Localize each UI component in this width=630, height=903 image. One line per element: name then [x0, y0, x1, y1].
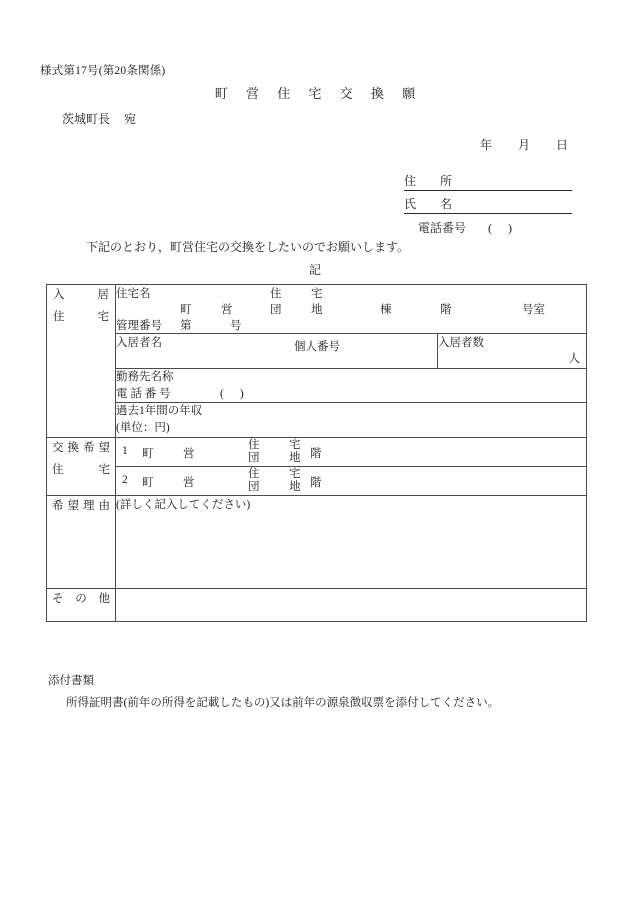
- table-row-housing: [47, 285, 587, 334]
- table-row-exchange-2: [47, 466, 587, 495]
- address-label: 住 所: [404, 174, 459, 188]
- row-label-residence-line1: 入 居: [53, 289, 109, 301]
- control-number-gou: 号: [230, 320, 242, 332]
- income-unit-label: (単位：円): [116, 422, 170, 435]
- addressee-suffix: 宛: [124, 112, 137, 126]
- row-label-reason: [47, 495, 116, 588]
- control-number-label: 管理番号: [116, 320, 162, 332]
- income-cell[interactable]: [116, 403, 587, 437]
- row-label-other: [47, 588, 116, 621]
- reason-hint: (詳しく記入してください): [116, 498, 251, 511]
- date-month-label: 月: [518, 138, 531, 152]
- income-label: 過去1年間の年収: [116, 405, 203, 418]
- table-row-occupant: [47, 334, 587, 369]
- telephone-field-row[interactable]: [404, 219, 572, 236]
- exchange-choice-1-cell[interactable]: [116, 437, 587, 466]
- occupant-name-label: 入居者名: [116, 337, 162, 349]
- table-row-workplace: [47, 369, 587, 403]
- table-row-income: [47, 403, 587, 437]
- building-label: 棟: [380, 304, 392, 316]
- name-label: 氏 名: [404, 197, 459, 211]
- exchange-choice-1-danchi: 団 地: [248, 451, 310, 464]
- exchange-choice-1-floor: 階: [310, 447, 322, 460]
- other-cell[interactable]: [116, 588, 587, 621]
- exchange-choice-1-housing-danchi: [248, 439, 310, 465]
- exchange-choice-2-housing-word: 住 宅: [248, 467, 310, 480]
- exchange-choice-2-floor: 階: [310, 476, 322, 489]
- table-row-other: [47, 588, 587, 621]
- housing-detail-line: [116, 301, 586, 317]
- workplace-tel-paren-open: (: [220, 387, 240, 400]
- exchange-choice-1-housing-word: 住 宅: [248, 438, 310, 451]
- ki-mark: 記: [308, 263, 321, 277]
- page-title: 町 営 住 宅 交 換 願: [214, 86, 423, 101]
- signature-block: [404, 172, 572, 236]
- name-field-row[interactable]: [404, 195, 572, 214]
- workplace-tel-paren-close: ): [239, 387, 260, 400]
- tel-paren-open: (: [488, 221, 509, 235]
- table-row-exchange-1: [47, 437, 587, 466]
- date-day-label: 日: [556, 138, 569, 152]
- exchange-choice-2-housing-danchi: [248, 468, 310, 494]
- intro-sentence: 下記のとおり，町営住宅の交換をしたいのでお願いします。: [86, 240, 410, 254]
- control-number-dai: 第: [180, 320, 192, 332]
- attachments-title: 添付書類: [48, 675, 94, 687]
- exchange-choice-2-cell[interactable]: [116, 466, 587, 495]
- control-number-line: [116, 317, 586, 333]
- exchange-choice-2-number: 2: [122, 473, 128, 486]
- housing-info-cell[interactable]: [116, 285, 587, 334]
- personal-number-label: 個人番号: [294, 341, 340, 353]
- row-label-reason-text: 希 望 理 由: [52, 499, 110, 512]
- occupant-count-unit: 人: [568, 353, 580, 365]
- room-label: 号室: [522, 304, 545, 316]
- workplace-label: 勤務先名称: [116, 371, 174, 383]
- housing-name-line: [116, 285, 586, 301]
- occupant-name-cell[interactable]: [116, 334, 438, 369]
- exchange-choice-2-danchi: 団 地: [248, 480, 310, 493]
- row-label-exchange-line1: 交 換 希 望: [52, 441, 110, 454]
- row-label-residence-line2: 住 宅: [53, 310, 109, 323]
- date-line: [480, 136, 568, 153]
- danchi-label: 団 地: [270, 304, 332, 316]
- addressee-name: 茨城町長: [62, 112, 111, 126]
- table-row-reason: [47, 495, 587, 588]
- floor-label: 階: [440, 304, 452, 316]
- row-label-exchange-line2: 住 宅: [52, 463, 110, 476]
- town-managed-label: 町 営: [180, 304, 242, 316]
- exchange-choice-1-number: 1: [122, 444, 128, 457]
- occupant-count-cell[interactable]: [438, 334, 587, 369]
- exchange-choice-2-town-managed: 町 営: [142, 476, 204, 489]
- row-label-residence: [47, 285, 116, 438]
- exchange-choice-1-town-managed: 町 営: [142, 447, 204, 460]
- housing-word-label: 住 宅: [270, 288, 332, 300]
- reason-cell[interactable]: [116, 495, 587, 588]
- telephone-label: 電話番号: [418, 221, 467, 235]
- date-year-label: 年: [480, 138, 493, 152]
- attachments-body: 所得証明書(前年の所得を記載したもの)又は前年の源泉徴収票を添付してください。: [66, 697, 500, 709]
- workplace-cell[interactable]: [116, 369, 587, 403]
- addressee-line: [62, 110, 136, 127]
- row-label-other-text: そ の 他: [52, 592, 110, 605]
- application-table: [46, 284, 587, 622]
- address-field-row[interactable]: [404, 172, 572, 191]
- housing-name-label: 住宅名: [116, 288, 151, 300]
- workplace-tel-label: 電 話 番 号: [116, 387, 171, 400]
- workplace-tel-line: [116, 386, 586, 403]
- occupant-count-label: 入居者数: [438, 337, 484, 349]
- tel-paren-close: ): [508, 221, 529, 235]
- row-label-exchange: [47, 437, 116, 495]
- form-number: 様式第17号(第20条関係): [40, 65, 166, 77]
